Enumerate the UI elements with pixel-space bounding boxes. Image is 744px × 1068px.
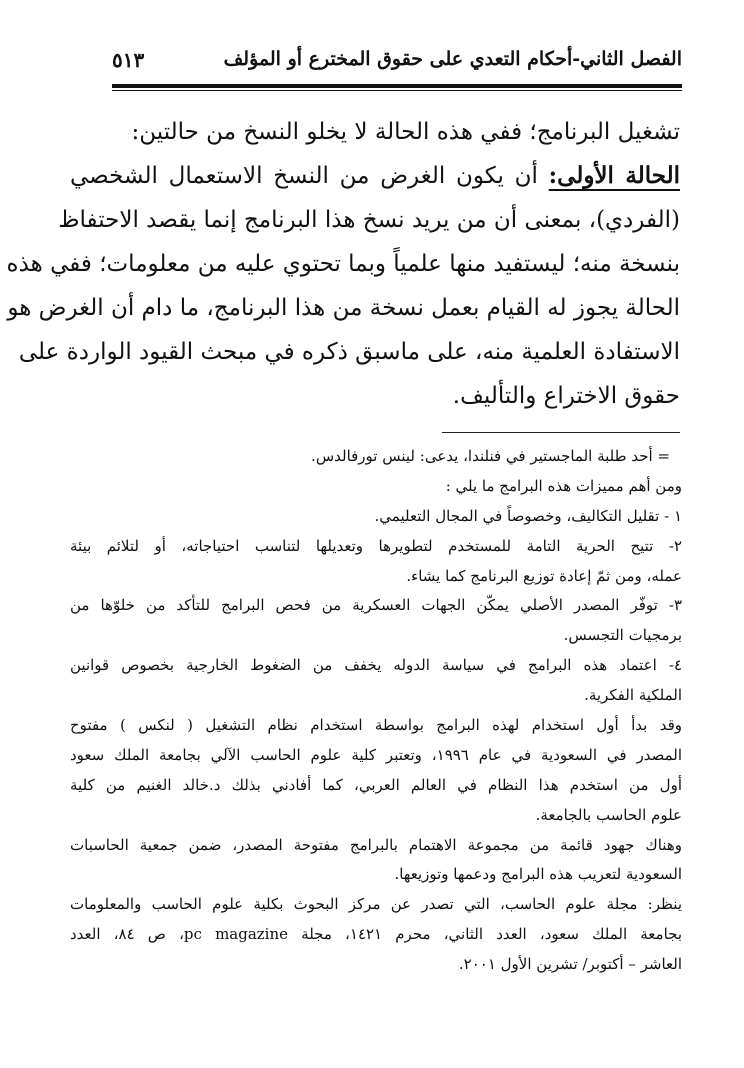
text-line: بنسخة منه؛ ليستفيد منها علمياً وبما تحتوي عليه من معلومات؛ ففي هذه	[6, 251, 680, 277]
footnote-line: المصدر في السعودية في عام ١٩٩٦، وتعتبر كلية علوم الحاسب الآلي بجامعة الملك سعود	[70, 745, 683, 764]
text-line: الاستفادة العلمية منه، على ماسبق ذكره في مبحث القيود الواردة على	[18, 339, 680, 365]
running-header	[112, 44, 682, 80]
footnote-line: برمجيات التجسس.	[563, 626, 682, 645]
text-line: (الفردي)، بمعنى أن من يريد نسخ هذا البرنامج إنما يقصد الاحتفاظ	[58, 207, 680, 233]
footnote-line: ينظر: مجلة علوم الحاسب، التي تصدر عن مركز البحوث بكلية علوم الحاسب والمعلومات	[70, 895, 682, 914]
text-line: تشغيل البرنامج؛ ففي هذه الحالة لا يخلو النسخ من حالتين:	[131, 119, 680, 145]
footnote-line: أول من استخدم هذا النظام في العالم العربي، كما أفادني بذلك د.خالد الغنيم من كلية	[70, 775, 682, 794]
footnote-line: ٤- اعتماد هذه البرامج في سياسة الدوله يخفف من الضغوط الخارجية بخصوص قوانين	[70, 656, 682, 675]
footnote-line: وقد بدأ أول استخدام لهذه البرامج بواسطة استخدام نظام التشغيل ( لنكس ) مفتوح	[70, 716, 682, 735]
footnote-line: علوم الحاسب بالجامعة.	[535, 805, 682, 824]
page-number: ٥١٣	[112, 48, 145, 72]
footnote-line: ٢- تتيح الحرية التامة للمستخدم لتطويرها وتعديلها لتناسب احتياجاته، أو لتلائم بيئة	[70, 536, 682, 555]
text-line	[70, 154, 680, 198]
header-rule	[112, 84, 682, 88]
footnote-line: العاشر – أكتوبر/ تشرين الأول ٢٠٠١.	[458, 955, 682, 974]
footnote-line: السعودية لتعريب هذه البرامج ودعمها وتوزيعها.	[394, 865, 682, 884]
case-heading: الحالة الأولى:	[548, 162, 680, 189]
text-line: حقوق الاختراع والتأليف.	[452, 383, 680, 409]
main-text	[6, 110, 680, 418]
footnote-line: بجامعة الملك سعود، العدد الثاني، محرم ١٤٢١، مجلة pc magazine، ص ٨٤، العدد	[70, 925, 682, 944]
text-line: الحالة يجوز له القيام بعمل نسخة من هذا البرنامج، ما دام أن الغرض هو	[7, 295, 680, 321]
text-fragment: أن يكون الغرض من النسخ الاستعمال الشخصي	[70, 163, 549, 189]
footnotes	[70, 442, 682, 980]
footnote-line: ومن أهم مميزات هذه البرامج ما يلي :	[445, 476, 682, 495]
footnote-line: الملكية الفكرية.	[584, 686, 682, 705]
footnote-line: = أحد طلبة الماجستير في فنلندا، يدعى: لينس تورفالدس.	[311, 447, 670, 465]
footnote-line: ٣- توفّر المصدر الأصلي يمكّن الجهات العسكرية من فحص البرامج للتأكد من خلوّها من	[70, 596, 682, 615]
footnote-separator	[442, 432, 680, 433]
footnote-line: وهناك جهود قائمة من مجموعة الاهتمام بالبرامج مفتوحة المصدر، ضمن جمعية الحاسبات	[70, 835, 682, 854]
chapter-title: الفصل الثاني-أحكام التعدي على حقوق المخترع أو المؤلف	[223, 48, 682, 70]
footnote-line: عمله، ومن ثمّ إعادة توزيع البرنامج كما يشاء.	[406, 566, 682, 585]
footnote-line: ١ - تقليل التكاليف، وخصوصاً في المجال التعليمي.	[374, 506, 682, 525]
header-rule-thin	[112, 90, 682, 91]
